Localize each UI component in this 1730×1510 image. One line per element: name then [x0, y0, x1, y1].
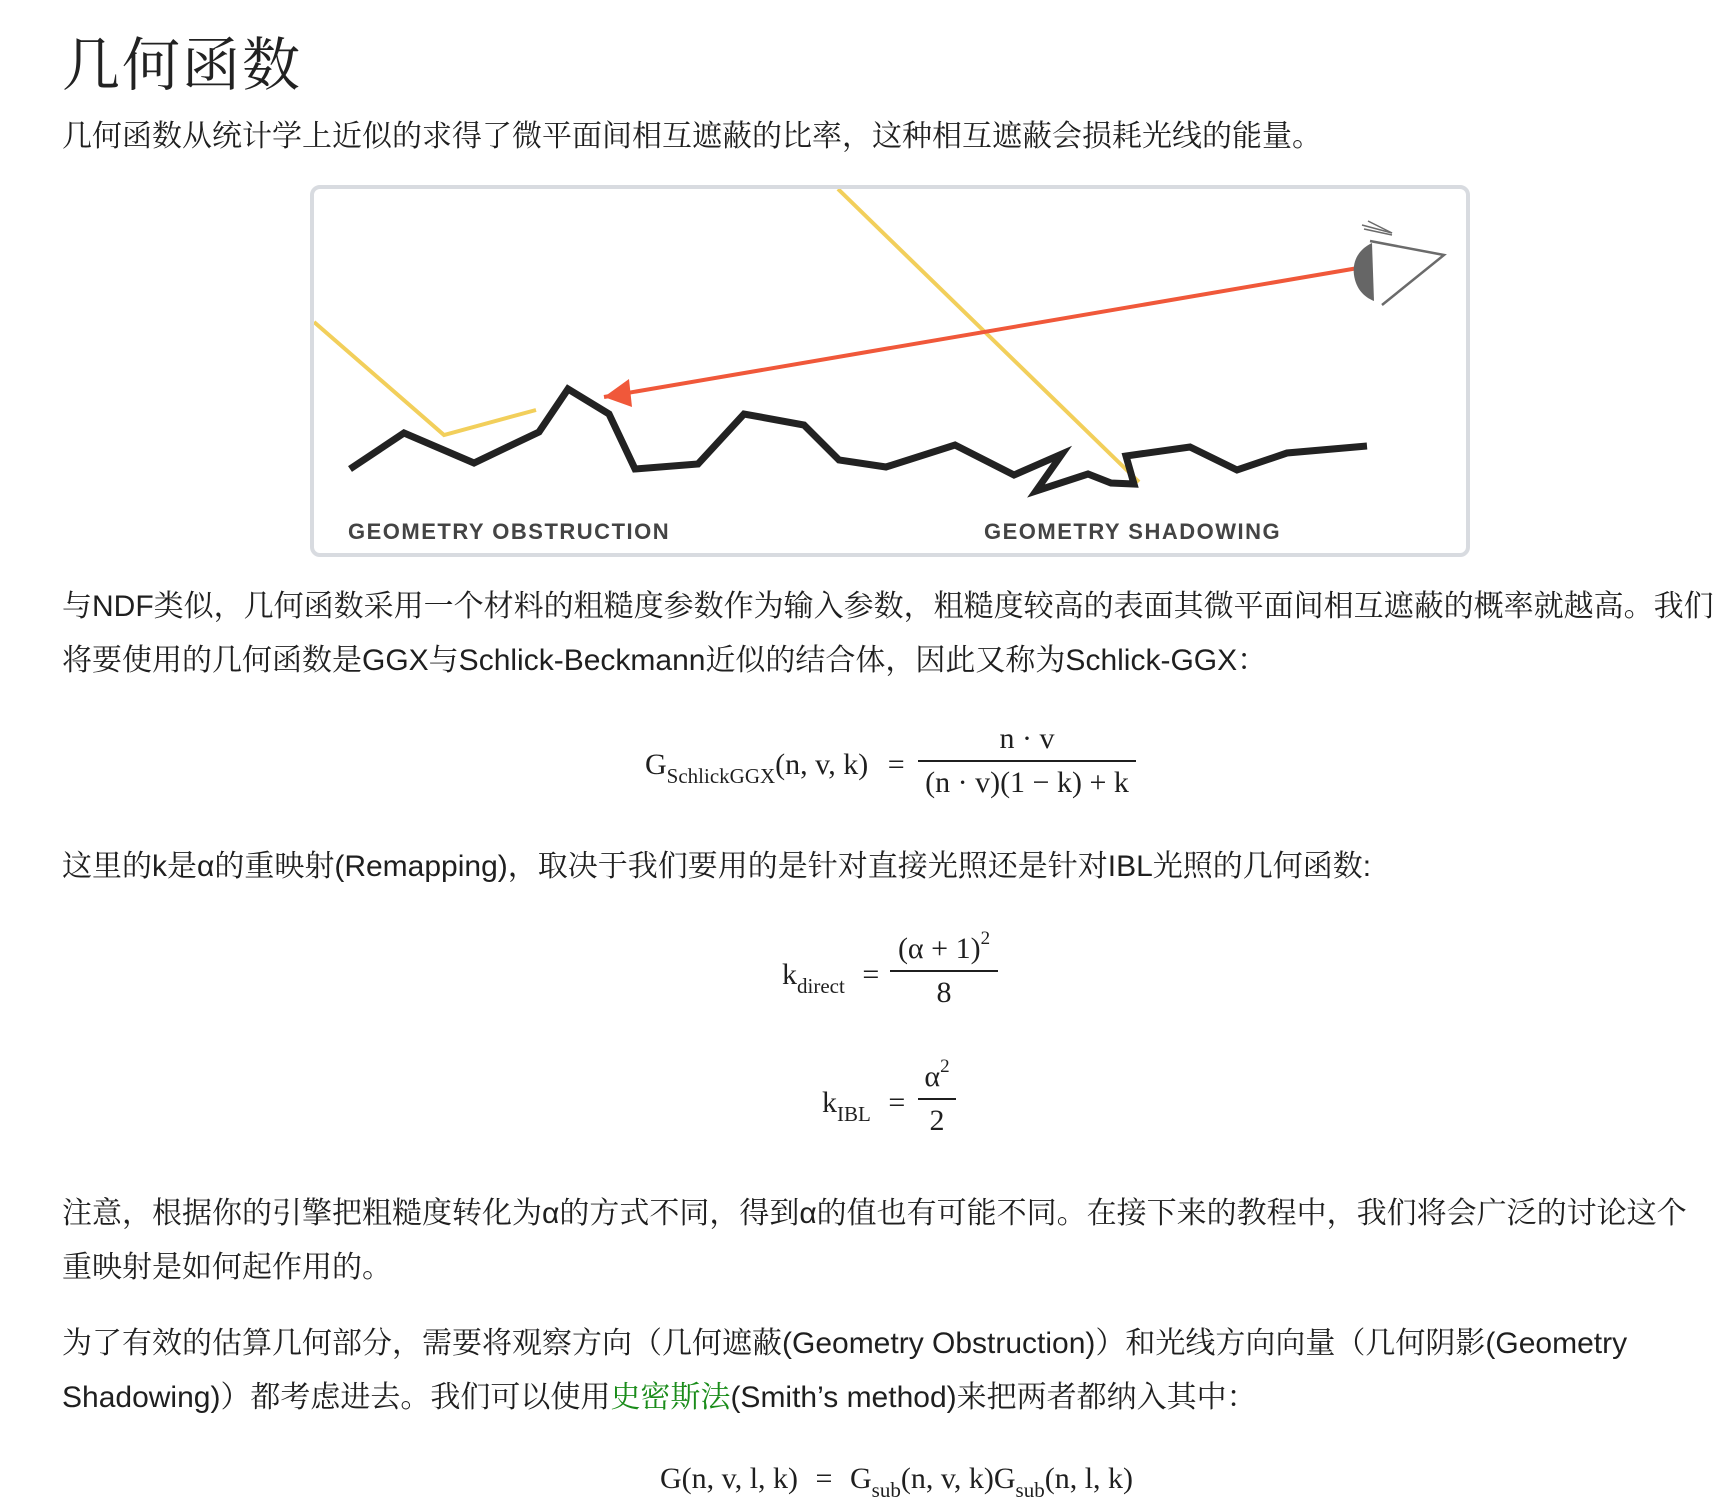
- eq-smith-g1-args: (n, v, k): [900, 1462, 994, 1495]
- eq-schlick-denominator: (n · v)(1 − k) + k: [925, 766, 1129, 799]
- eq-k-symbol: k: [782, 958, 797, 991]
- eq-g-symbol: G: [645, 748, 667, 781]
- eq-k-direct-fraction-bar: [890, 970, 998, 972]
- figure-label-shadowing: GEOMETRY SHADOWING: [984, 519, 1282, 544]
- eq-k-direct-num-base: (α + 1): [897, 932, 981, 965]
- eq-smith-g1-sub: sub: [871, 1478, 901, 1502]
- shadowing-light-ray: [838, 189, 1139, 482]
- ndf-paragraph: 与NDF类似，几何函数采用一个材料的粗糙度参数作为输入参数，粗糙度较高的表面其微平面间相互遮蔽的概率就越高。我们将要使用的几何函数是GGX与Schlick-Beckmann近似的结合体，因此又称为Schlick-GGX：: [62, 590, 1714, 677]
- smith-text-after: (Smith’s method)来把两者都纳入其中：: [730, 1381, 1257, 1414]
- view-ray-arrowhead: [604, 379, 632, 407]
- rough-surface: [350, 389, 1367, 491]
- note-paragraph: 注意，根据你的引擎把粗糙度转化为α的方式不同，得到α的值也有可能不同。在接下来的教程中，我们将会广泛的讨论这个重映射是如何起作用的。: [62, 1197, 1687, 1284]
- figure-label-obstruction: GEOMETRY OBSTRUCTION: [348, 519, 671, 544]
- eq-smith-lhs: G(n, v, l, k): [660, 1462, 799, 1495]
- eq-k-ibl-fraction-bar: [918, 1098, 956, 1100]
- smith-method-link[interactable]: 史密斯法: [610, 1381, 731, 1414]
- eq-k-ibl-subscript: IBL: [837, 1102, 871, 1126]
- eq-k-direct-num-exp: 2: [980, 928, 991, 949]
- eye-icon: [1354, 221, 1444, 305]
- eq-k-ibl-num-exp: 2: [940, 1056, 950, 1077]
- eq-smith-g2-args: (n, l, k): [1044, 1462, 1134, 1495]
- view-ray-arrow: [604, 267, 1364, 397]
- eq-schlick-args: (n, v, k): [775, 748, 869, 781]
- equation-k-ibl-fraction: [918, 1056, 956, 1138]
- eq-k-direct-numerator: [890, 928, 998, 966]
- eq-smith-g2-sub: sub: [1015, 1478, 1045, 1502]
- eq-schlick-fraction-bar: [918, 760, 1136, 762]
- equation-schlick-ggx-fraction: [918, 722, 1136, 800]
- eq-smith-g2: G: [993, 1462, 1016, 1495]
- eq-k-ibl-num-base: α: [924, 1060, 941, 1093]
- eq-smith-g1: G: [849, 1462, 872, 1495]
- eq-schlick-subscript: SchlickGGX: [666, 764, 776, 788]
- eq-schlick-equals: =: [887, 748, 905, 781]
- geometry-illustration: [314, 189, 1466, 553]
- smith-text-before: 为了有效的估算几何部分，需要将观察方向（几何遮蔽(Geometry Obstruction)）和光线方向向量（几何阴影(Geometry Shadowing)）都考虑进去。我们可以使用: [62, 1327, 1628, 1414]
- eq-k-ibl-numerator: [918, 1056, 956, 1094]
- eq-k-direct-denominator: 8: [936, 976, 952, 1009]
- equation-smith: [660, 1462, 1134, 1502]
- equation-k-direct-fraction: [890, 928, 998, 1010]
- eq-k-direct-subscript: direct: [797, 974, 845, 998]
- equation-k-ibl-lhs: [822, 1086, 906, 1126]
- eq-schlick-numerator: n · v: [999, 722, 1055, 755]
- remap-paragraph: 这里的k是α的重映射(Remapping)，取决于我们要用的是针对直接光照还是针对IBL光照的几何函数:: [62, 850, 1372, 883]
- page-title: 几何函数: [62, 33, 303, 98]
- eq-k-direct-equals: =: [862, 958, 880, 991]
- obstruction-light-ray: [314, 322, 536, 435]
- eq-k-ibl-denominator: 2: [929, 1104, 945, 1137]
- eq-k-ibl-symbol: k: [822, 1086, 837, 1119]
- eq-k-ibl-equals: =: [888, 1086, 906, 1119]
- smith-paragraph: [62, 1317, 1702, 1425]
- equation-schlick-ggx-lhs: [645, 748, 905, 788]
- intro-paragraph: 几何函数从统计学上近似的求得了微平面间相互遮蔽的比率，这种相互遮蔽会损耗光线的能量。: [62, 120, 1322, 153]
- equation-k-direct-lhs: [782, 958, 880, 998]
- eq-smith-equals: =: [815, 1462, 833, 1495]
- geometry-figure: [310, 185, 1470, 557]
